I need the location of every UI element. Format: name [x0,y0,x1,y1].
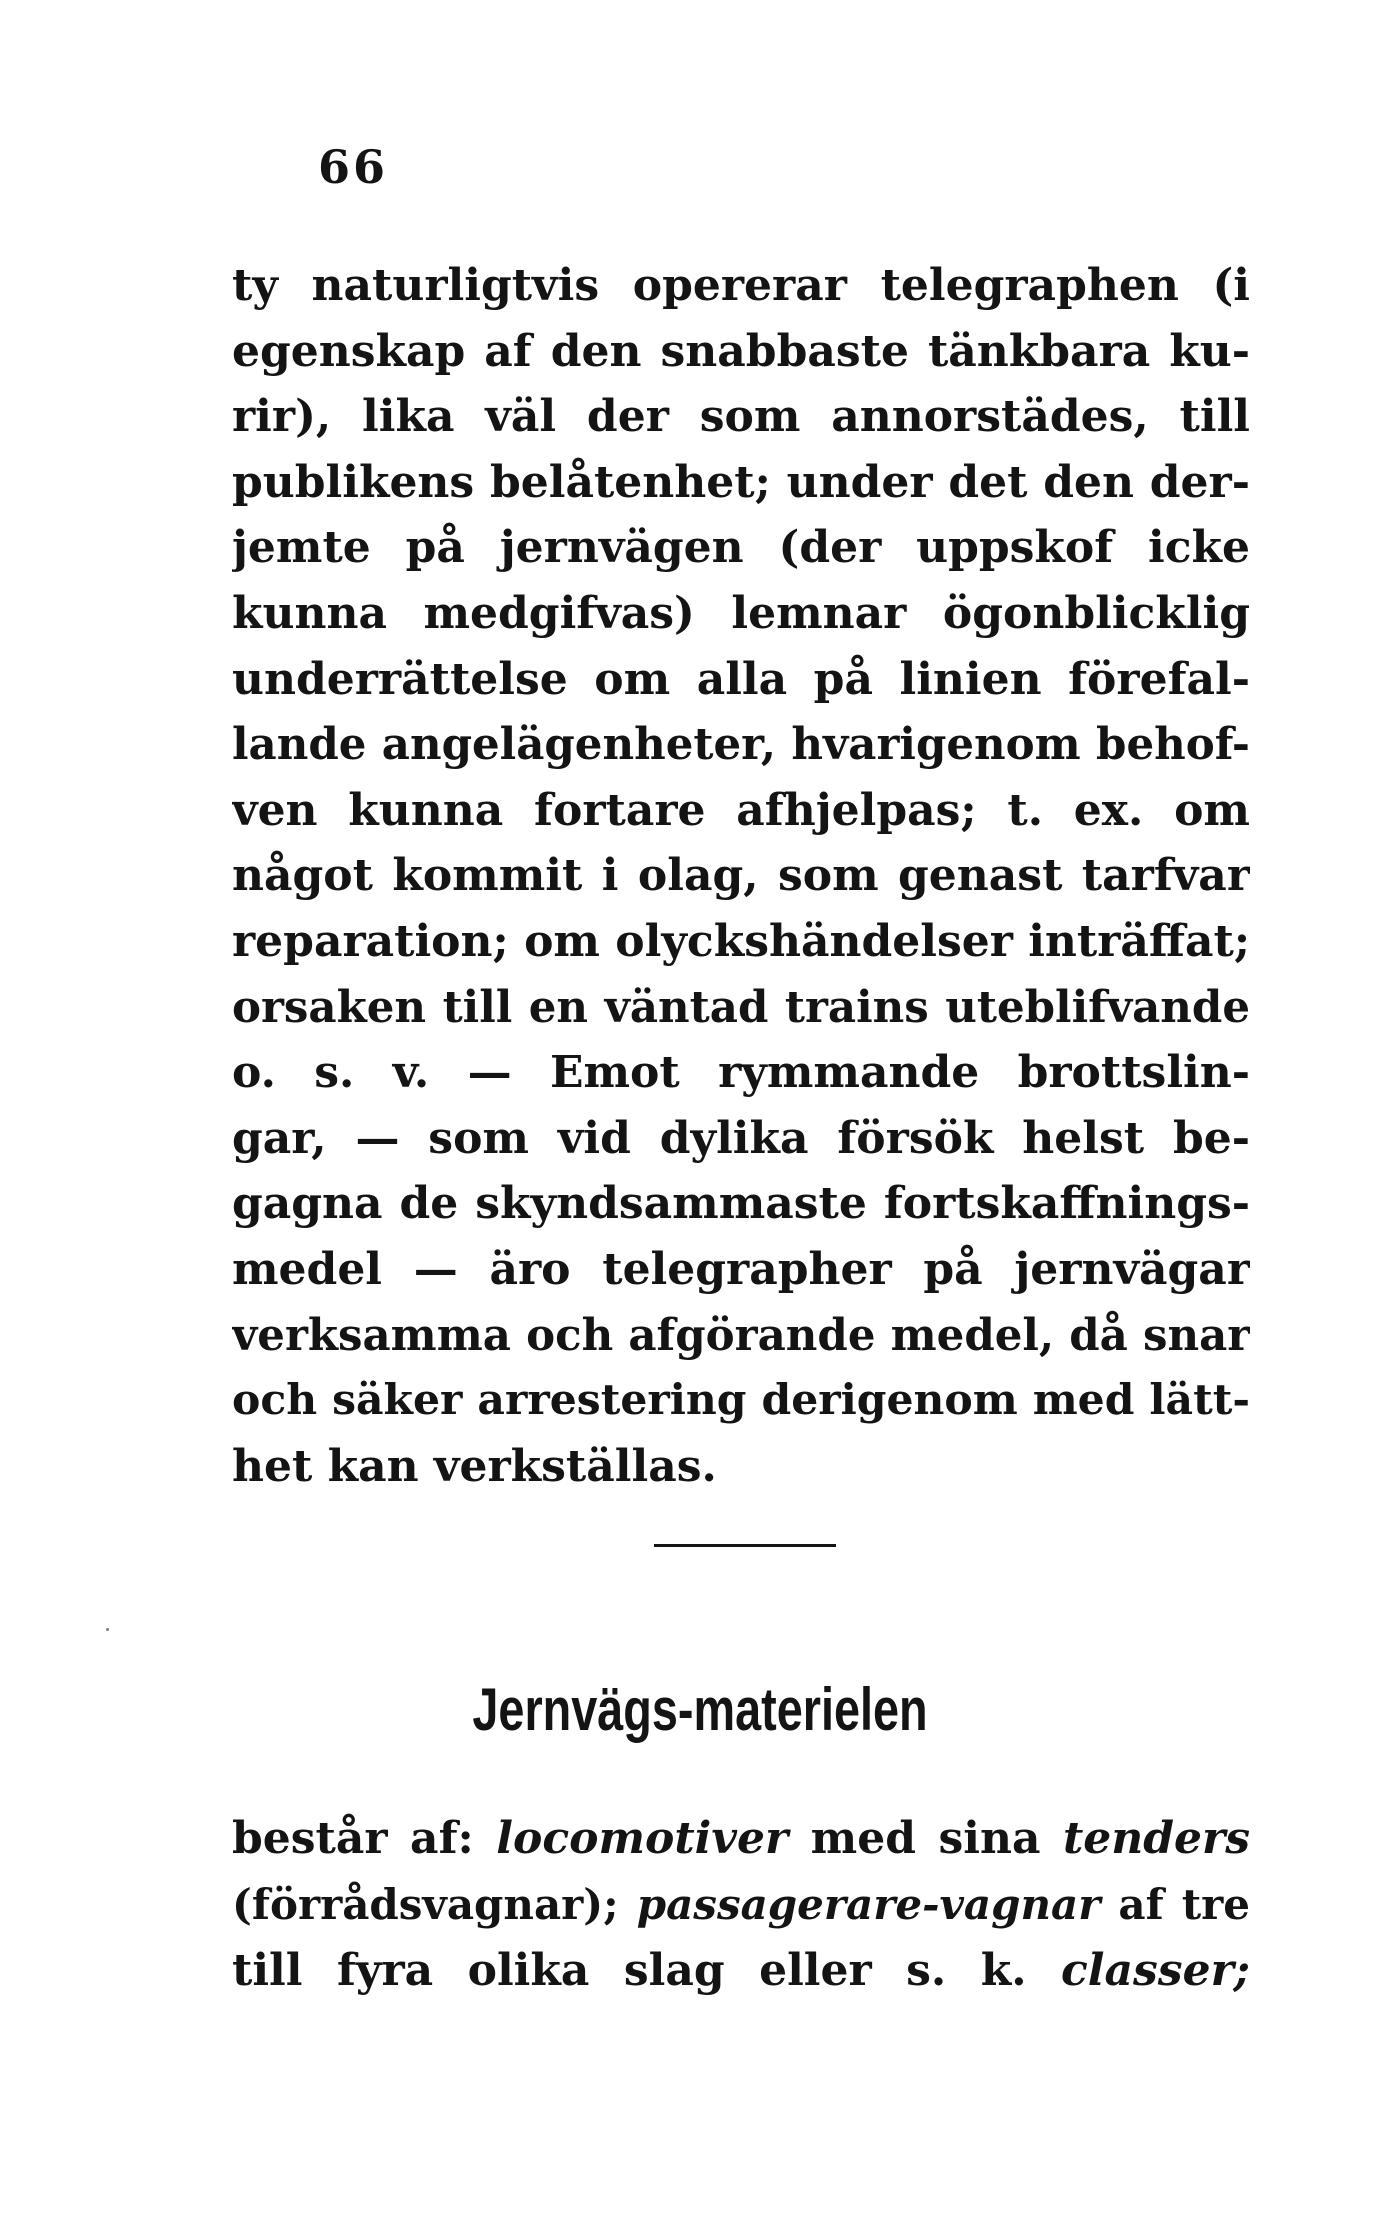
text-line: publikens belåtenhet; under det den der- [232,456,1250,508]
text-line: och säker arrestering derigenom med lätt- [232,1375,1250,1426]
section-heading: Jernvägs-materielen [472,1676,928,1743]
body-paragraph [232,253,1250,1499]
text-line: rir), lika väl der som annorstädes, till [232,391,1250,443]
text-line: orsaken till en väntad trains uteblifvande [232,981,1250,1033]
text-line: kunna medgifvas) lemnar ögonblicklig [232,587,1250,639]
text-line: något kommit i olag, som genast tarfvar [232,850,1250,902]
italic-term: classer; [1061,1945,1250,1996]
section-text-span: med sina [788,1813,1063,1864]
text-line: o. s. v. — Emot rymmande brottslin- [232,1047,1250,1099]
text-line: egenskap af den snabbaste tänkbara ku- [232,325,1250,377]
page-number: 66 [318,140,389,194]
section-paragraph [232,1806,1250,2004]
section-divider [654,1544,836,1547]
italic-term: passagerare-vagnar [636,1880,1101,1929]
text-line: ven kunna fortare afhjelpas; t. ex. om [232,784,1250,836]
section-line-2 [232,1872,1250,1938]
text-line: verksamma och afgörande medel, då snar [232,1309,1250,1361]
italic-term: tenders [1062,1813,1250,1864]
text-line: jemte på jernvägen (der uppskof icke [232,522,1250,574]
text-line: lande angelägenheter, hvarigenom behof- [232,719,1250,771]
text-line: medel — äro telegrapher på jernvägar [232,1243,1250,1295]
text-line: gar, — som vid dylika försök helst be- [232,1112,1250,1164]
section-text-span: till fyra olika slag eller s. k. [232,1945,1062,1996]
text-line: gagna de skyndsammaste fortskaffnings- [232,1178,1250,1230]
section-text-span: består af: [232,1813,497,1864]
text-line: ty naturligtvis opererar telegraphen (i [232,260,1250,311]
text-line-last: het kan verkställas. [232,1440,717,1492]
section-text-span: af tre [1100,1880,1250,1929]
section-text-span: (förrådsvagnar); [232,1880,637,1929]
section-line-1 [232,1806,1250,1872]
text-line: underrättelse om alla på linien förefal- [232,653,1250,705]
italic-term: locomotiver [496,1813,789,1864]
text-line: reparation; om olyckshändelser inträffat; [232,915,1250,967]
print-speck [106,1628,109,1631]
section-line-3 [232,1938,1250,2004]
